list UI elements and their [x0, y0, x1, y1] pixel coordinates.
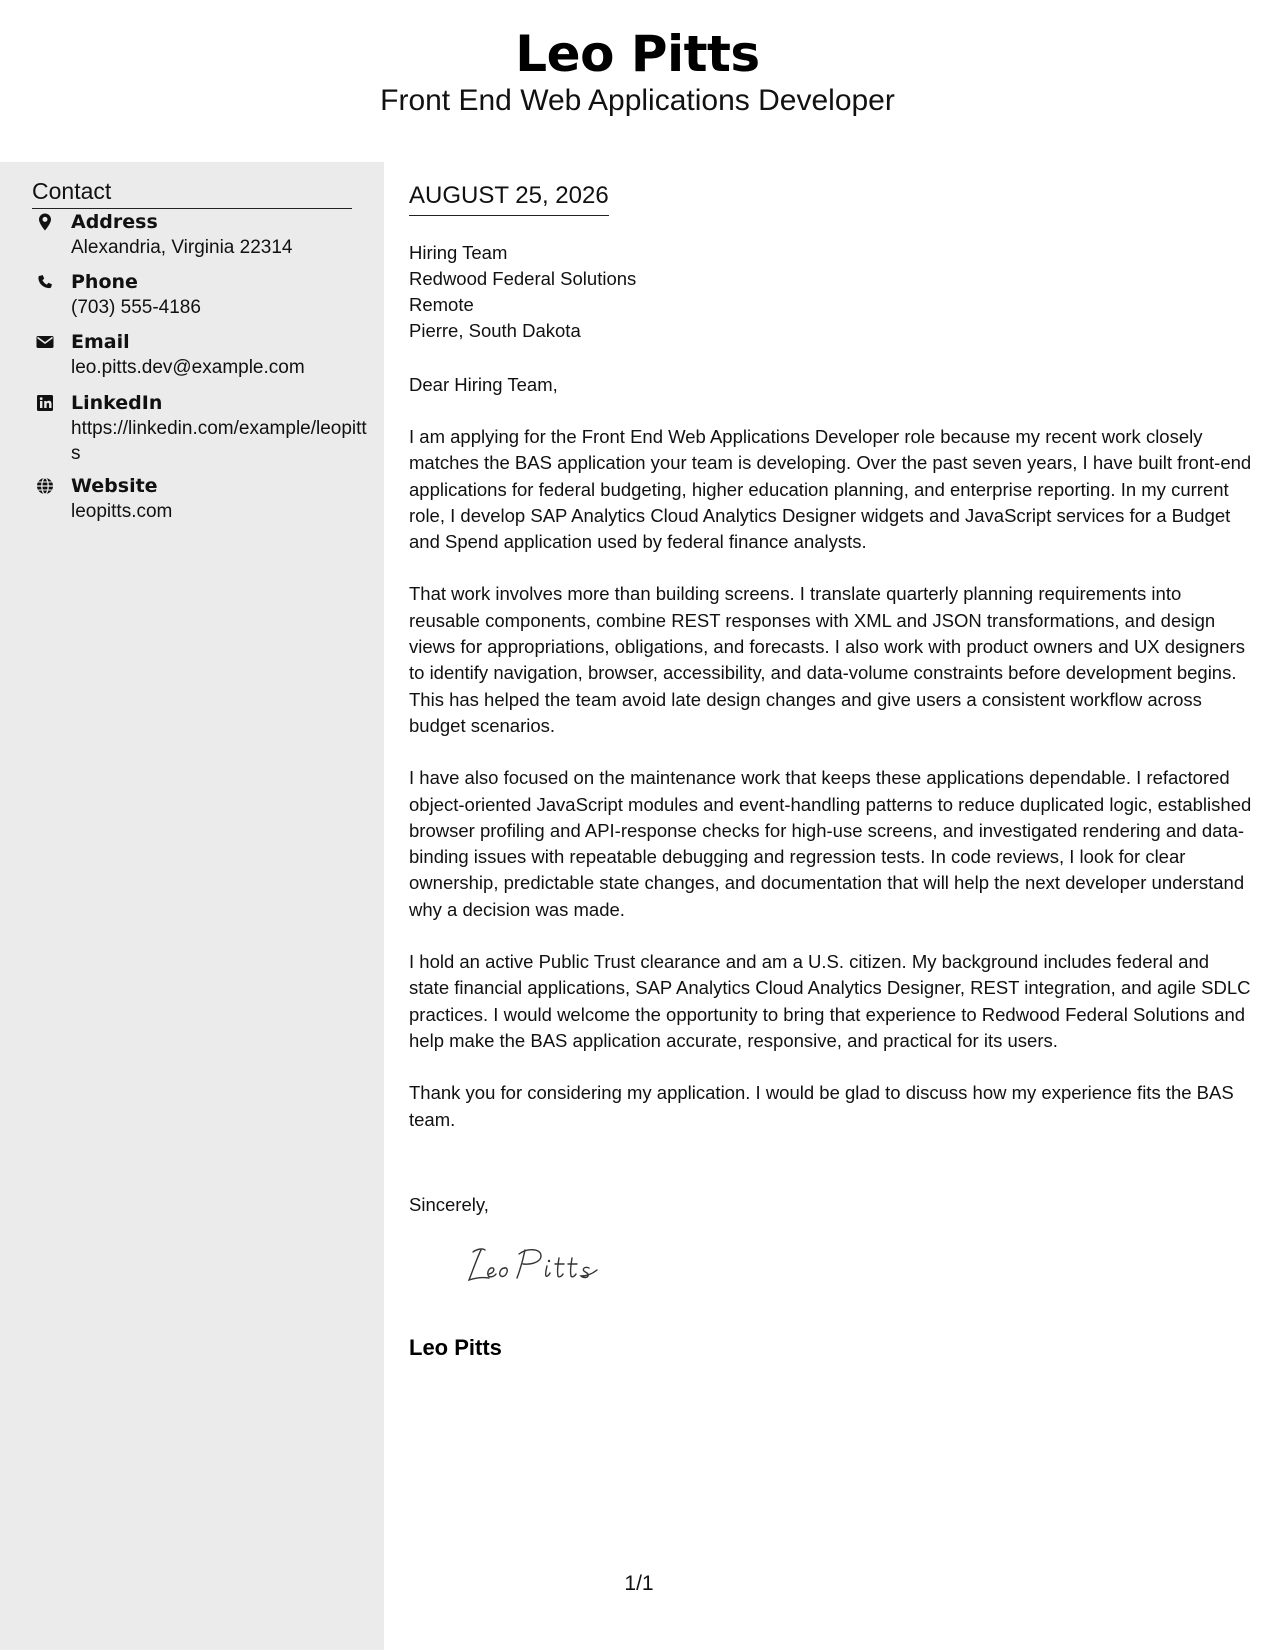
contact-value: https://linkedin.com/example/leopitts	[71, 418, 367, 464]
contact-label: Email	[71, 331, 130, 353]
page-number: 1/1	[624, 1572, 654, 1595]
contact-value: (703) 555-4186	[71, 297, 201, 318]
paragraph: I have also focused on the maintenance work that keeps these applications dependable. I refactored object-oriented JavaScript modules and event-handling patterns to reduce duplicated logic, established browser profiling and API-response checks for high-use screens, and investigated rendering and data-binding issues with repeatable debugging and regression tests. In code reviews, I look for clear ownership, predictable state changes, and documentation that will help the next developer understand why a decision was made.	[409, 767, 1252, 920]
handwritten-signature	[459, 1240, 629, 1292]
phone-icon	[35, 272, 55, 292]
recipient-line: Redwood Federal Solutions	[409, 268, 637, 289]
recipient-line: Remote	[409, 294, 474, 315]
salutation: Dear Hiring Team,	[409, 374, 558, 395]
closing: Sincerely,	[409, 1194, 489, 1215]
recipient-line: Hiring Team	[409, 242, 508, 263]
contact-value: Alexandria, Virginia 22314	[71, 237, 293, 258]
map-pin-icon	[35, 212, 55, 232]
globe-icon	[35, 476, 55, 496]
recipient-block	[409, 240, 1254, 344]
resume-header	[0, 0, 1275, 162]
paragraph: I hold an active Public Trust clearance and am a U.S. citizen. My background includes federal and state financial applications, SAP Analytics Cloud Analytics Designer, REST integration, and agile SDLC practices. I would welcome the opportunity to bring that experience to Redwood Federal Solutions and help make the BAS application accurate, responsive, and practical for its users.	[409, 951, 1251, 1051]
linkedin-icon	[35, 393, 55, 413]
contact-section-title: Contact	[32, 176, 352, 209]
contact-sidebar	[0, 162, 384, 1650]
contact-label: Address	[71, 211, 158, 233]
letter-paragraphs	[409, 424, 1254, 1159]
paragraph: That work involves more than building screens. I translate quarterly planning requirements into reusable components, combine REST responses with XML and JSON transformations, and design views for appropriations, obligations, and forecasts. I also work with product owners and UX designers to identify navigation, browser, accessibility, and data-volume constraints before development begins. This has helped the team avoid late design changes and give users a consistent workflow across budget scenarios.	[409, 583, 1246, 736]
recipient-line: Pierre, South Dakota	[409, 320, 581, 341]
contact-label: Phone	[71, 271, 138, 293]
applicant-name: Leo Pitts	[515, 25, 760, 83]
envelope-icon	[35, 332, 55, 352]
paragraph: I am applying for the Front End Web Applications Developer role because my recent work closely matches the BAS application your team is developing. Over the past seven years, I have built front-end applications for federal budgeting, higher education planning, and enterprise reporting. In my current role, I develop SAP Analytics Cloud Analytics Designer widgets and JavaScript services for a Budget and Spend application used by federal finance analysts.	[409, 426, 1252, 553]
paragraph: Thank you for considering my application. I would be glad to discuss how my experience fits the BAS team.	[409, 1082, 1234, 1130]
applicant-role: Front End Web Applications Developer	[380, 84, 895, 117]
contact-value: leo.pitts.dev@example.com	[71, 357, 305, 378]
signer-name: Leo Pitts	[409, 1335, 502, 1360]
contact-label: LinkedIn	[71, 392, 163, 414]
contact-label: Website	[71, 475, 158, 497]
letter-date: AUGUST 25, 2026	[409, 180, 609, 216]
contact-value: leopitts.com	[71, 501, 173, 522]
